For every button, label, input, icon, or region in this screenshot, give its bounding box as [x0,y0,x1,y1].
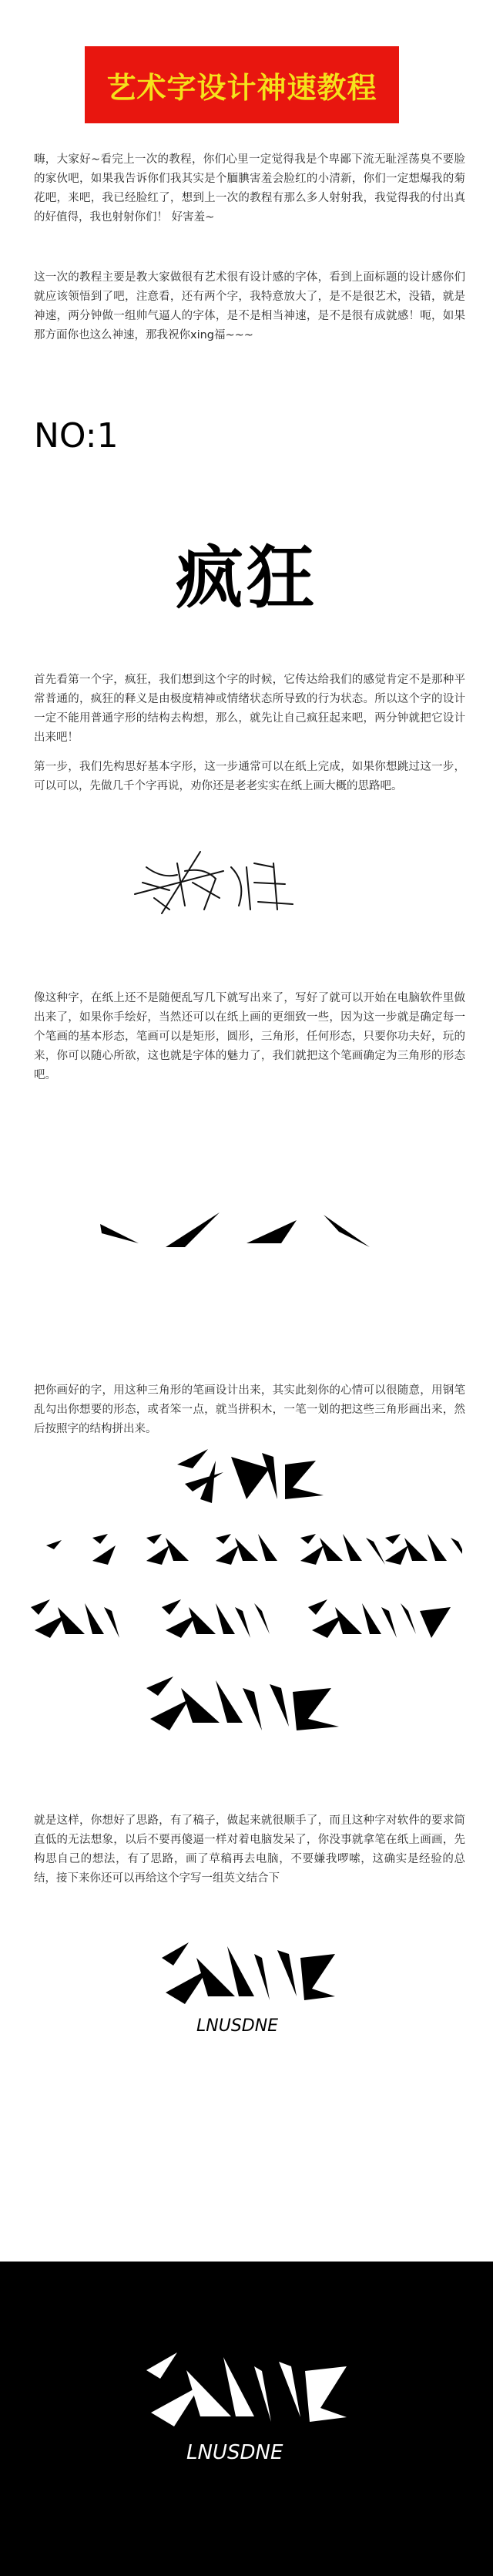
final-logo-dark [139,2343,354,2474]
sketch-image [131,836,362,929]
explanation-paragraph: 首先看第一个字，疯狂，我们想到这个字的时候，它传达给我们的感觉肯定不是那种平常普通的，疯狂的释义是由极度精神或情绪状态所导致的行为状态。所以这个字的设计一定不能用普通字形的结构去构想，那么，就先让自己疯狂起来吧，两分钟就把它设计出来吧！ [34,674,465,744]
title-banner [85,46,399,123]
big-title: 疯狂 [175,538,317,617]
assemble-paragraph: 把你画好的字，用这种三角形的笔画设计出来，其实此刻你的心情可以很随意，用钢笔乱勾出你想要的形态，或者笨一点，就当拼积木，一笔一划的把这些三角形画出来，然后按照字的结构拼出来。 [34,1384,465,1435]
triangle-stroke-3 [246,1220,297,1243]
construction-steps [31,1441,462,1773]
triangle-stroke-1 [100,1224,139,1243]
purpose-paragraph: 这一次的教程主要是教大家做很有艺术很有设计感的字体，看到上面标题的设计感你们就应该领悟到了吧，注意看，还有两个字，我特意放大了，是不是很艺术，没错，就是神速，两分钟做一组帅气逼人的字体，是不是相当神速，是不是很有成就感！呃，如果那方面你也这么神速，那我祝你xing福~~~ [34,271,465,341]
triangle-stroke-4 [324,1215,370,1247]
banner-title: 艺术字设计神速教程 [106,70,377,105]
triangle-stroke-2 [166,1212,220,1247]
final-logo-latin: LNUSDNE [196,2016,279,2036]
final-logo-light [154,1935,339,2043]
final-logo-latin-dark: LNUSDNE [186,2441,283,2464]
tips-paragraph: 就是这样，你想好了思路，有了稿子，做起来就很顺手了，而且这种字对软件的要求简直低的无法想象，以后不要再傻逼一样对着电脑发呆了，你没事就拿笔在纸上画画，先构思自己的想法，有了思路，画了草稿再去电脑，不要嫌我啰嗦，这确实是经验的总结，接下来你还可以再给这个字写一组英文结合下 [34,1814,465,1885]
stroke-paragraph: 像这种字，在纸上还不是随便乱写几下就写出来了，写好了就可以开始在电脑软件里做出来了，如果你手绘好，当然还可以在纸上画的更细致一些，因为这一步就是确定每一个笔画的基本形态，笔画可以是矩形，圆形，三角形，任何形态，只要你功夫好，玩的来，你可以随心所欲，这也就是字体的魅力了，我们就把这个笔画确定为三角形的形态吧。 [34,992,465,1081]
triangle-strokes [92,1209,416,1270]
section-label: NO:1 [34,416,119,456]
step-one-paragraph: 第一步，我们先构思好基本字形，这一步通常可以在纸上完成，如果你想跳过这一步，可以可以，先做几千个字再说，劝你还是老老实实在纸上画大概的思路吧。 [34,761,465,792]
intro-paragraph: 嗨，大家好~看完上一次的教程，你们心里一定觉得我是个卑鄙下流无耻淫荡臭不要脸的家伙吧，如果我告诉你们我其实是个腼腆害羞会脸红的小清新，你们一定想爆我的菊花吧，来吧，我已经脸红了，想到上一次的教程有那么多人射射我，我觉得我的付出真的好值得，我也射射你们！ 好害羞~ [34,153,465,224]
